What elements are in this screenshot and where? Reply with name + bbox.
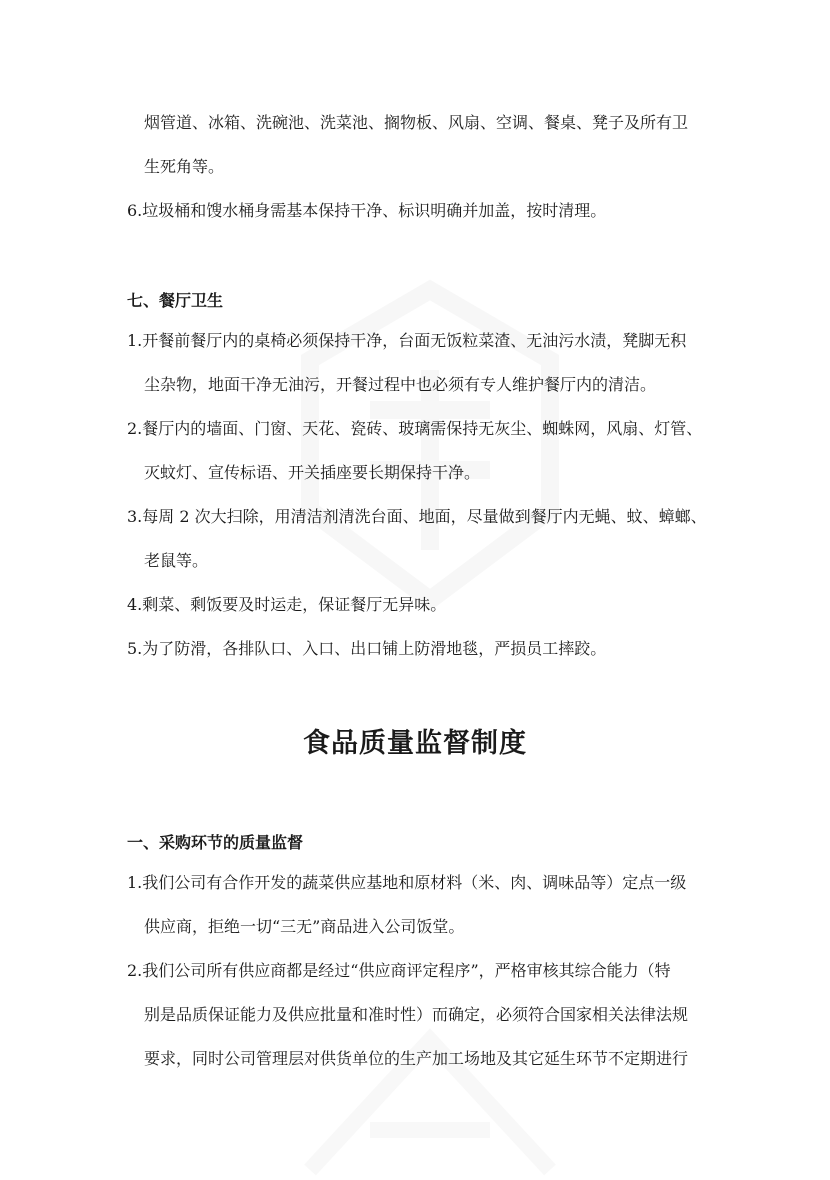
continuation-paragraph [127,101,727,189]
section-heading-restaurant-hygiene: 七、餐厅卫生 [127,291,224,310]
list-item [127,495,727,583]
section-heading-procurement: 一、采购环节的质量监督 [127,833,304,852]
list-item [127,583,727,627]
text-line: 供应商，拒绝一切“三无”商品进入公司饭堂。 [144,917,465,936]
text-line: 别是品质保证能力及供应批量和准时性）而确定，必须符合国家相关法律法规 [144,1005,689,1024]
document-title: 食品质量监督制度 [303,728,527,759]
list-item [127,949,727,1081]
text-line: 1.我们公司有合作开发的蔬菜供应基地和原材料（米、肉、调味品等）定点一级 [127,873,687,892]
list-item [127,407,727,495]
text-line: 生死角等。 [144,157,225,176]
list-item [127,319,727,407]
text-line: 2.餐厅内的墙面、门窗、天花、瓷砖、玻璃需保持无灰尘、蜘蛛网，风扇、灯管、 [127,419,703,438]
text-line: 5.为了防滑，各排队口、入口、出口铺上防滑地毯，严损员工摔跤。 [127,639,607,658]
text-line: 要求，同时公司管理层对供货单位的生产加工场地及其它延生环节不定期进行 [144,1049,689,1068]
list-item-6 [127,189,727,233]
text-line: 尘杂物，地面干净无油污，开餐过程中也必须有专人维护餐厅内的清洁。 [144,375,657,394]
list-item [127,627,727,671]
text-line: 烟管道、冰箱、洗碗池、洗菜池、搁物板、风扇、空调、餐桌、凳子及所有卫 [144,113,689,132]
text-line: 老鼠等。 [144,551,209,570]
text-line: 2.我们公司所有供应商都是经过“供应商评定程序”，严格审核其综合能力（特 [127,961,671,980]
list-item [127,861,727,949]
text-line: 灭蚊灯、宣传标语、开关插座要长期保持干净。 [144,463,481,482]
text-line: 4.剩菜、剩饭要及时运走，保证餐厅无异味。 [127,595,447,614]
text-line: 3.每周 2 次大扫除，用清洁剂清洗台面、地面，尽量做到餐厅内无蝇、蚊、蟑螂、 [127,507,707,526]
text-line: 6.垃圾桶和馊水桶身需基本保持干净、标识明确并加盖，按时清理。 [127,201,607,220]
text-line: 1.开餐前餐厅内的桌椅必须保持干净，台面无饭粒菜渣、无油污水渍，凳脚无积 [127,331,687,350]
